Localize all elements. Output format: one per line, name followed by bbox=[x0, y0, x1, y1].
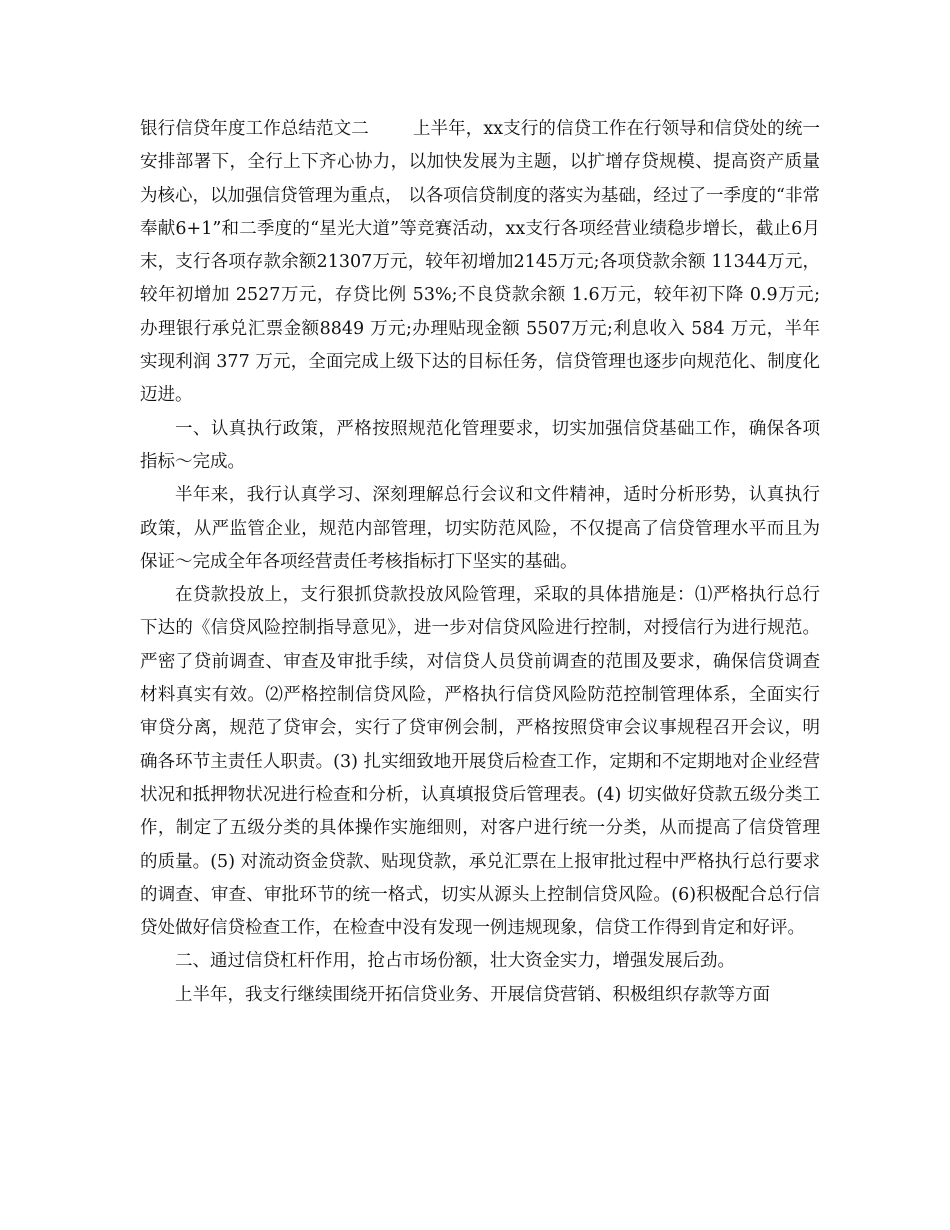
section-one-summary: 半年来，我行认真学习、深刻理解总行会议和文件精神，适时分析形势，认真执行政策，从严监管企业，规范内部管理，切实防范风险，不仅提高了信贷管理水平而且为保证～完成全年各项经营责任考核指标打下坚实的基础。 bbox=[140, 485, 820, 572]
document-page bbox=[140, 113, 820, 1012]
document-title: 银行信贷年度工作总结范文二 bbox=[140, 119, 369, 139]
intro-body: 上半年，xx支行的信贷工作在行领导和信贷处的统一安排部署下，全行上下齐心协力，以加快发展为主题，以扩增存贷规模、提高资产质量为核心，以加强信贷管理为重点， 以各项信贷制度的落实为基础，经过了一季度的“非常奉献6+1”和二季度的“星光大道”等竞赛活动，xx支行各项经营业绩稳步增长，截止6月末，支行各项存款余额21307万元，较年初增加2145万元;各项贷款余额 11344万元，较年初增加 2527万元，存贷比例 53%;不良贷款余额 1.6万元，较年初下降 0.9万元;办理银行承兑汇票金额8849 万元;办理贴现金额 5507万元;利息收入 584 万元，半年实现利润 377 万元，全面完成上级下达的目标任务，信贷管理也逐步向规范化、制度化迈进。 bbox=[140, 119, 820, 406]
section-one-measures: 在贷款投放上，支行狠抓贷款投放风险管理，采取的具体措施是：⑴严格执行总行下达的《信贷风险控制指导意见》，进一步对信贷风险进行控制，对授信行为进行规范。严密了贷前调查、审查及审批手续，对信贷人员贷前调查的范围及要求，确保信贷调查材料真实有效。⑵严格控制信贷风险，严格执行信贷风险防范控制管理体系，全面实行审贷分离，规范了贷审会，实行了贷审例会制，严格按照贷审会议事规程召开会议，明确各环节主责任人职责。(3) 扎实细致地开展贷后检查工作，定期和不定期地对企业经营状况和抵押物状况进行检查和分析，认真填报贷后管理表。(4) 切实做好贷款五级分类工作，制定了五级分类的具体操作实施细则，对客户进行统一分类，从而提高了信贷管理的质量。(5) 对流动资金贷款、贴现贷款，承兑汇票在上报审批过程中严格执行总行要求的调查、审查、审批环节的统一格式，切实从源头上控制信贷风险。(6)积极配合总行信贷处做好信贷检查工作，在检查中没有发现一例违规现象，信贷工作得到肯定和好评。 bbox=[140, 585, 820, 939]
section-one-heading: 一、认真执行政策，严格按照规范化管理要求，切实加强信贷基础工作，确保各项指标～完成。 bbox=[140, 418, 820, 472]
intro-paragraph bbox=[140, 113, 820, 413]
section-two-body: 上半年，我支行继续围绕开拓信贷业务、开展信贷营销、积极组织存款等方面 bbox=[175, 984, 770, 1005]
section-two-heading: 二、通过信贷杠杆作用，抢占市场份额，壮大资金实力，增强发展后劲。 bbox=[175, 951, 735, 972]
